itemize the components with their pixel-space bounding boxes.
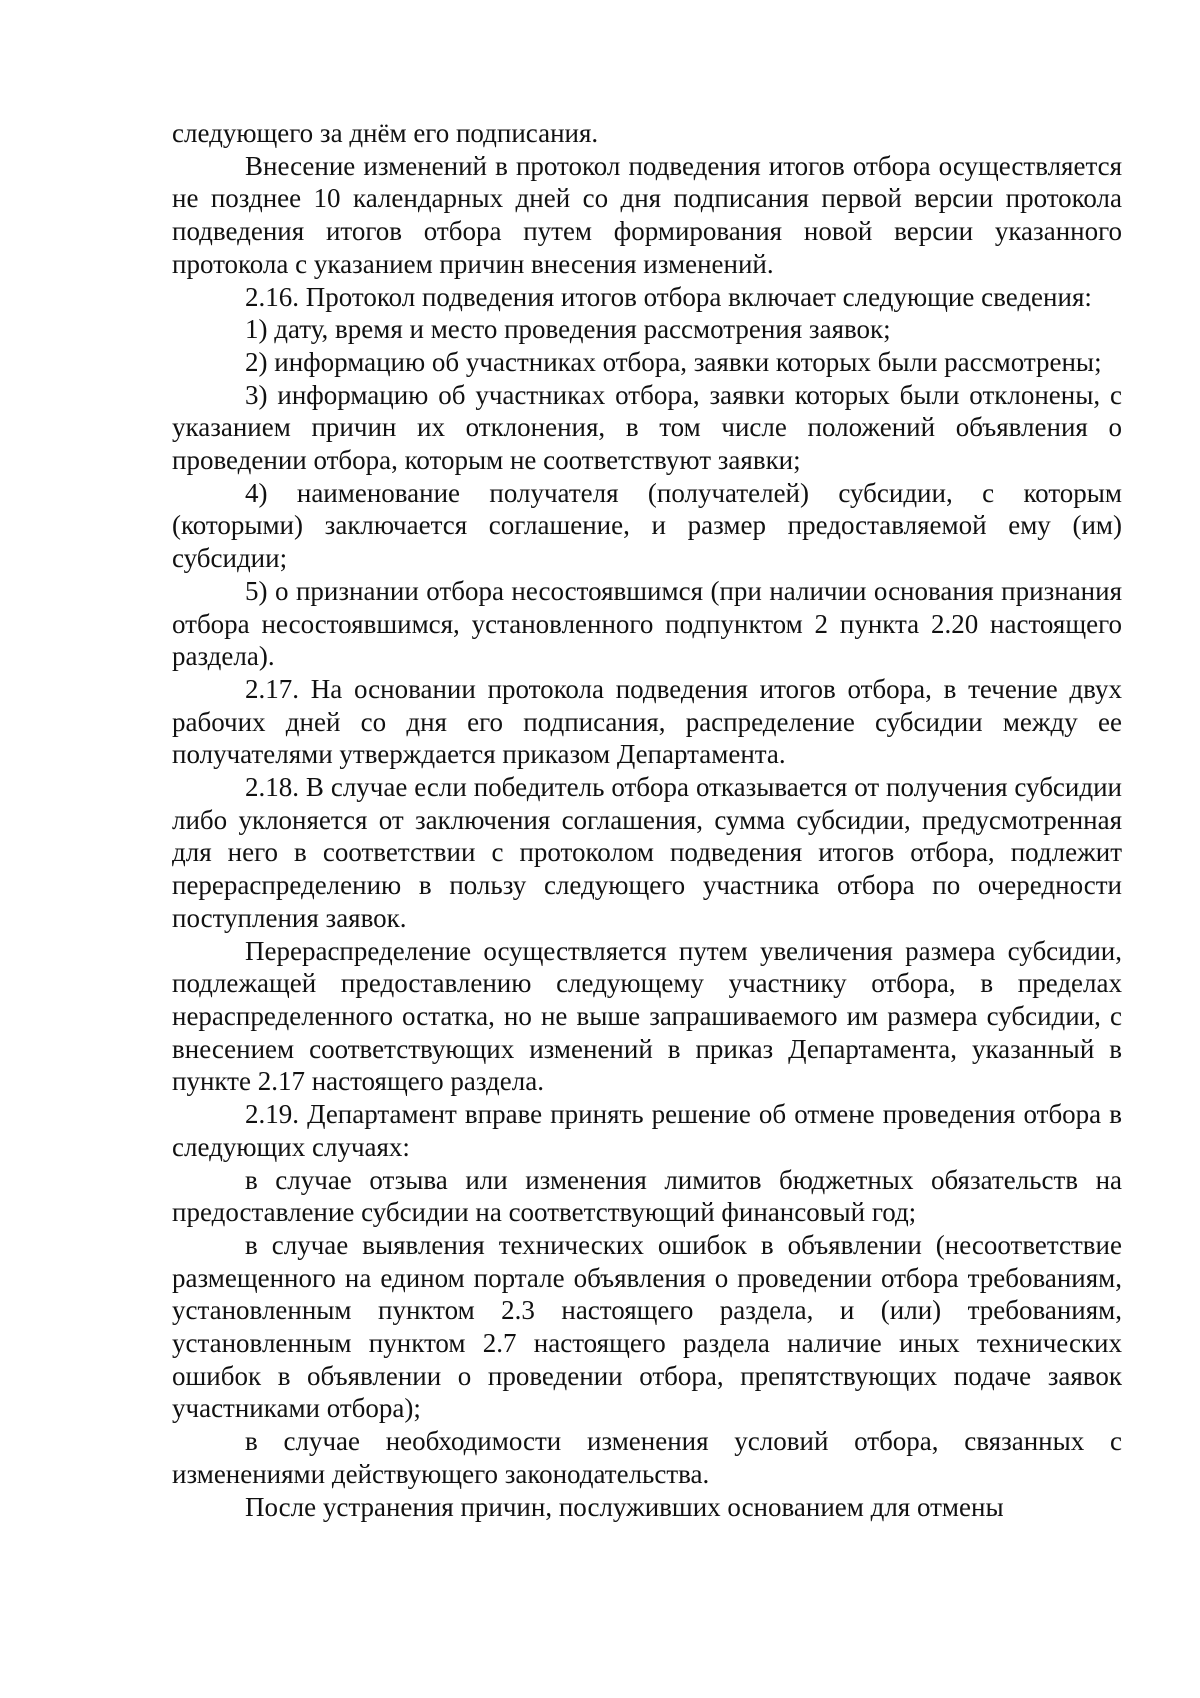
case-limits-change: в случае отзыва или изменения лимитов бюджетных обязательств на предоставление субсидии на соответствующий финансовый год; bbox=[172, 1164, 1122, 1228]
paragraph-protocol-changes: Внесение изменений в протокол подведения итогов отбора осуществляется не позднее 10 календарных дней со дня подписания первой версии протокола подведения итогов отбора путем формирования новой версии указанного протокола с указанием причин внесения изменений. bbox=[172, 150, 1122, 279]
list-item-5: 5) о признании отбора несостоявшимся (при наличии основания признания отбора несостоявшимся, установленного подпунктом 2 пункта 2.20 настоящего раздела). bbox=[172, 575, 1122, 672]
paragraph-continuation: следующего за днём его подписания. bbox=[172, 118, 599, 148]
list-item-3: 3) информацию об участниках отбора, заявки которых были отклонены, с указанием причин их отклонения, в том числе положений объявления о проведении отбора, которым не соответствуют заявки; bbox=[172, 379, 1122, 476]
paragraph-2-16: 2.16. Протокол подведения итогов отбора включает следующие сведения: bbox=[245, 281, 1092, 312]
list-item-2: 2) информацию об участниках отбора, заявки которых были рассмотрены; bbox=[245, 346, 1102, 377]
list-item-1: 1) дату, время и место проведения рассмотрения заявок; bbox=[245, 314, 891, 345]
case-legislation-change: в случае необходимости изменения условий отбора, связанных с изменениями действующего законодательства. bbox=[172, 1426, 1122, 1489]
paragraph-redistribution: Перераспределение осуществляется путем увеличения размера субсидии, подлежащей предоставлению следующему участнику отбора, в пределах нераспределенного остатка, но не выше запрашиваемого им размера субсидии, с внесением соответствующих изменений в приказ Департамента, указанный в пункте 2.17 настоящего раздела. bbox=[172, 935, 1122, 1097]
list-item-4: 4) наименование получателя (получателей) субсидии, с которым (которыми) заключается соглашение, и размер предоставляемой ему (им) субсидии; bbox=[172, 477, 1122, 574]
paragraph-2-19: 2.19. Департамент вправе принять решение об отмене проведения отбора в следующих случаях: bbox=[172, 1099, 1122, 1162]
document-page bbox=[172, 117, 1122, 1523]
paragraph-after-elimination: После устранения причин, послуживших основанием для отмены bbox=[245, 1491, 1004, 1522]
paragraph-2-17: 2.17. На основании протокола подведения итогов отбора, в течение двух рабочих дней со дня его подписания, распределение субсидии между ее получателями утверждается приказом Департамента. bbox=[172, 673, 1122, 770]
paragraph-2-18: 2.18. В случае если победитель отбора отказывается от получения субсидии либо уклоняется от заключения соглашения, сумма субсидии, предусмотренная для него в соответствии с протоколом подведения итогов отбора, подлежит перераспределению в пользу следующего участника отбора по очередности поступления заявок. bbox=[172, 772, 1122, 933]
case-technical-errors: в случае выявления технических ошибок в объявлении (несоответствие размещенного на едином портале объявления о проведении отбора требованиям, установленным пунктом 2.3 настоящего раздела, и (или) требованиям, установленным пунктом 2.7 настоящего раздела наличие иных технических ошибок в объявлении о проведении отбора, препятствующих подаче заявок участниками отбора); bbox=[172, 1229, 1122, 1424]
